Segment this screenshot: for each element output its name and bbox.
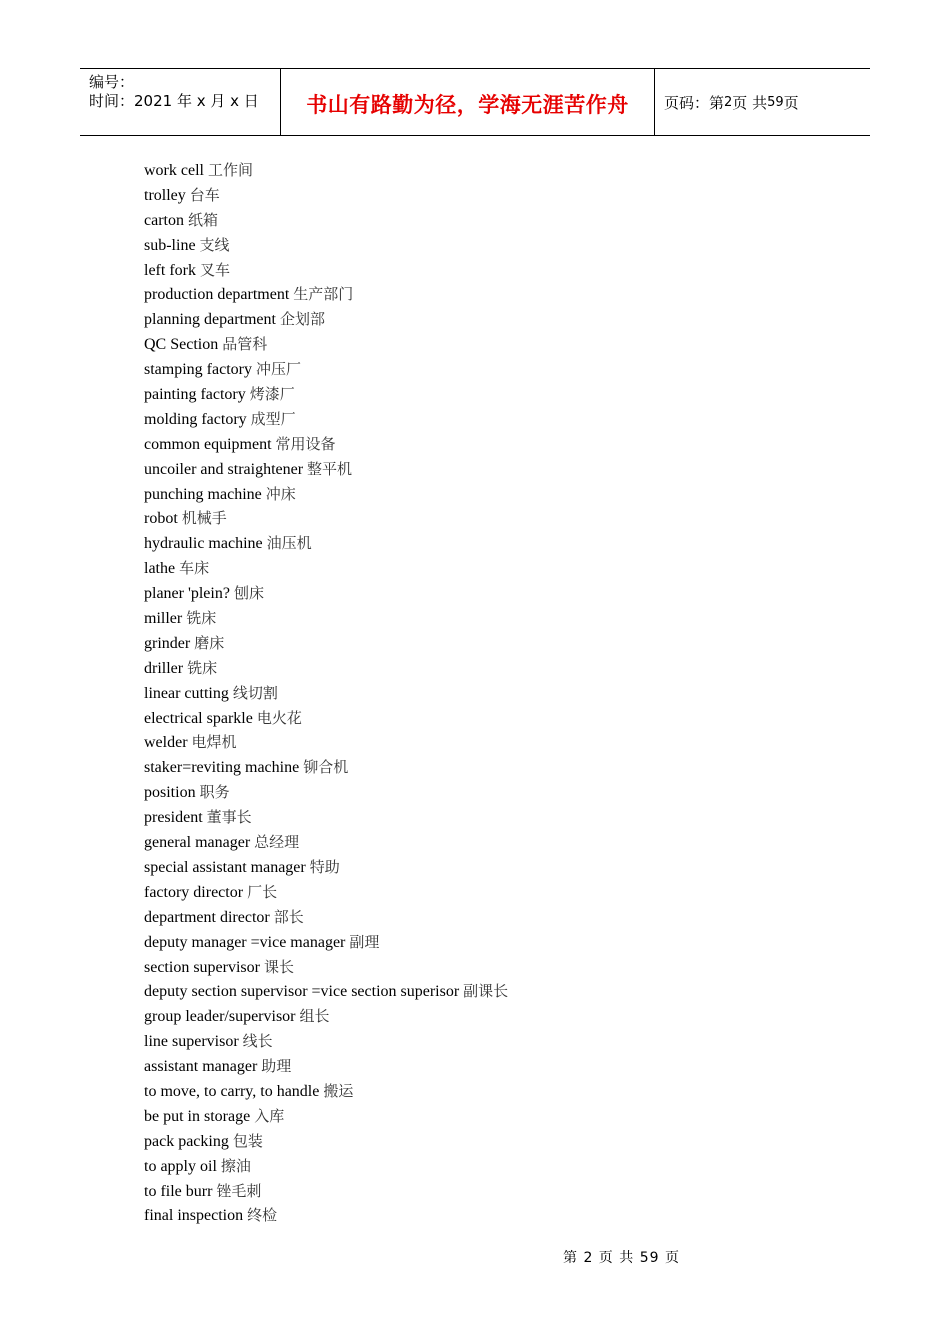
document-date-label: 时间：2021 年 x 月 x 日 [89, 92, 259, 110]
glossary-entry [144, 606, 508, 631]
page-label-mid: 页 共 [732, 93, 768, 112]
glossary-term-en: line supervisor [144, 1033, 239, 1051]
glossary-term-zh: 品管科 [222, 335, 268, 354]
glossary-term-en: general manager [144, 834, 251, 852]
glossary-term-en: president [144, 809, 203, 827]
glossary-term-zh: 电火花 [256, 708, 302, 727]
glossary-entry [144, 307, 508, 332]
glossary-term-zh: 终检 [247, 1206, 278, 1225]
glossary-term-zh: 磨床 [194, 633, 225, 652]
glossary-term-zh: 成型厂 [250, 409, 296, 428]
glossary-term-en: lathe [144, 560, 176, 578]
glossary-term-zh: 车床 [179, 559, 210, 578]
glossary-term-zh: 擦油 [220, 1156, 251, 1175]
glossary-entry [144, 930, 508, 955]
glossary-term-en: to move, to carry, to handle [144, 1082, 320, 1100]
glossary-term-en: to file burr [144, 1182, 213, 1200]
glossary-entry [144, 730, 508, 755]
glossary-term-en: painting factory [144, 386, 246, 404]
glossary-list [144, 158, 508, 1228]
page-footer: 第 2 页 共 59 页 [563, 1250, 680, 1266]
glossary-term-zh: 包装 [232, 1131, 263, 1150]
glossary-term-zh: 工作间 [207, 161, 253, 179]
glossary-term-zh: 烤漆厂 [249, 385, 295, 404]
glossary-term-zh: 生产部门 [293, 285, 354, 304]
glossary-entry [144, 332, 508, 357]
glossary-term-zh: 整平机 [307, 459, 353, 478]
glossary-entry [144, 1179, 508, 1204]
glossary-entry [144, 432, 508, 457]
glossary-term-en: linear cutting [144, 684, 229, 702]
glossary-term-en: carton [144, 211, 184, 229]
glossary-term-en: QC Section [144, 336, 219, 354]
glossary-entry [144, 905, 508, 930]
glossary-term-en: special assistant manager [144, 858, 306, 876]
glossary-entry [144, 1154, 508, 1179]
glossary-term-zh: 油压机 [266, 534, 312, 553]
glossary-term-zh: 铆合机 [303, 758, 349, 777]
glossary-term-en: factory director [144, 883, 244, 901]
glossary-entry [144, 407, 508, 432]
glossary-term-en: grinder [144, 634, 191, 652]
glossary-term-zh: 铣床 [187, 658, 218, 677]
glossary-term-en: production department [144, 286, 290, 304]
page-label-suffix: 页 [783, 93, 799, 112]
glossary-term-zh: 常用设备 [275, 434, 336, 453]
glossary-term-zh: 冲压厂 [255, 360, 301, 379]
glossary-term-en: group leader/supervisor [144, 1008, 296, 1026]
glossary-term-zh: 总经理 [254, 833, 300, 852]
page-current-number: 2 [724, 94, 733, 110]
header-motto-cell [281, 69, 655, 135]
glossary-entry [144, 955, 508, 980]
glossary-entry [144, 631, 508, 656]
header-meta-cell [80, 69, 281, 135]
glossary-entry [144, 706, 508, 731]
glossary-term-zh: 助理 [261, 1057, 292, 1076]
glossary-term-en: electrical sparkle [144, 709, 253, 727]
glossary-term-en: work cell [144, 162, 204, 179]
glossary-term-zh: 组长 [299, 1007, 330, 1026]
glossary-entry [144, 208, 508, 233]
glossary-term-en: trolley [144, 186, 186, 204]
glossary-term-en: to apply oil [144, 1157, 217, 1175]
glossary-entry [144, 780, 508, 805]
glossary-term-en: section supervisor [144, 958, 260, 976]
glossary-entry [144, 282, 508, 307]
glossary-term-zh: 副课长 [463, 982, 509, 1001]
glossary-entry [144, 1079, 508, 1104]
glossary-entry [144, 1054, 508, 1079]
glossary-term-en: planer 'plein? [144, 585, 230, 603]
page-total-number: 59 [767, 94, 784, 110]
glossary-term-zh: 入库 [254, 1106, 285, 1125]
glossary-term-en: deputy section supervisor =vice section superisor [144, 983, 460, 1001]
glossary-entry [144, 457, 508, 482]
glossary-term-zh: 线切割 [232, 683, 278, 702]
glossary-entry [144, 656, 508, 681]
page-label-prefix: 页码：第 [664, 93, 725, 112]
glossary-entry [144, 805, 508, 830]
glossary-entry [144, 258, 508, 283]
glossary-term-en: pack packing [144, 1132, 229, 1150]
glossary-term-zh: 机械手 [181, 509, 227, 528]
glossary-entry [144, 531, 508, 556]
glossary-entry [144, 556, 508, 581]
glossary-term-zh: 搬运 [323, 1081, 354, 1100]
glossary-term-zh: 电焊机 [191, 733, 237, 752]
glossary-term-zh: 锉毛刺 [216, 1181, 262, 1200]
glossary-term-en: deputy manager =vice manager [144, 933, 346, 951]
glossary-entry [144, 382, 508, 407]
glossary-term-en: sub-line [144, 236, 196, 254]
glossary-term-en: driller [144, 659, 184, 677]
glossary-entry [144, 1104, 508, 1129]
page-header [80, 68, 870, 136]
header-page-cell [655, 69, 870, 135]
document-code-label: 编号： [89, 73, 135, 91]
glossary-term-en: staker=reviting machine [144, 759, 300, 777]
glossary-term-zh: 课长 [263, 957, 294, 976]
glossary-entry [144, 233, 508, 258]
glossary-entry [144, 755, 508, 780]
glossary-term-en: welder [144, 734, 188, 752]
glossary-term-zh: 董事长 [206, 808, 252, 827]
glossary-term-en: planning department [144, 311, 276, 329]
glossary-term-en: left fork [144, 261, 196, 279]
glossary-term-en: punching machine [144, 485, 262, 503]
glossary-term-zh: 部长 [273, 907, 304, 926]
glossary-term-en: department director [144, 908, 270, 926]
glossary-entry [144, 357, 508, 382]
glossary-entry [144, 506, 508, 531]
glossary-entry [144, 1129, 508, 1154]
glossary-entry [144, 482, 508, 507]
glossary-entry [144, 183, 508, 208]
glossary-entry [144, 979, 508, 1004]
glossary-term-en: be put in storage [144, 1107, 251, 1125]
glossary-term-en: miller [144, 610, 183, 628]
glossary-term-zh: 铣床 [186, 609, 217, 628]
glossary-term-zh: 台车 [189, 185, 220, 204]
glossary-term-en: uncoiler and straightener [144, 460, 304, 478]
glossary-term-en: assistant manager [144, 1058, 258, 1076]
glossary-term-zh: 支线 [199, 235, 230, 254]
glossary-term-en: final inspection [144, 1207, 244, 1225]
glossary-term-zh: 企划部 [279, 310, 325, 329]
glossary-term-zh: 特助 [309, 857, 340, 876]
glossary-term-en: molding factory [144, 410, 247, 428]
glossary-entry [144, 880, 508, 905]
glossary-entry [144, 1004, 508, 1029]
glossary-term-zh: 副理 [349, 932, 380, 951]
glossary-entry [144, 1029, 508, 1054]
glossary-entry [144, 681, 508, 706]
glossary-term-zh: 厂长 [247, 882, 278, 901]
glossary-term-zh: 叉车 [199, 260, 230, 279]
glossary-term-en: stamping factory [144, 361, 252, 379]
glossary-entry [144, 158, 508, 183]
glossary-term-zh: 职务 [199, 783, 230, 802]
glossary-entry [144, 830, 508, 855]
glossary-term-zh: 冲床 [265, 484, 296, 503]
header-motto: 书山有路勤为径，学海无涯苦作舟 [306, 92, 629, 117]
glossary-term-en: robot [144, 510, 178, 528]
glossary-term-en: position [144, 784, 196, 802]
glossary-term-zh: 刨床 [233, 584, 264, 603]
glossary-entry [144, 855, 508, 880]
glossary-entry [144, 1203, 508, 1228]
glossary-term-en: common equipment [144, 435, 272, 453]
glossary-entry [144, 581, 508, 606]
glossary-term-en: hydraulic machine [144, 535, 263, 553]
glossary-term-zh: 纸箱 [187, 210, 218, 229]
glossary-term-zh: 线长 [242, 1032, 273, 1051]
